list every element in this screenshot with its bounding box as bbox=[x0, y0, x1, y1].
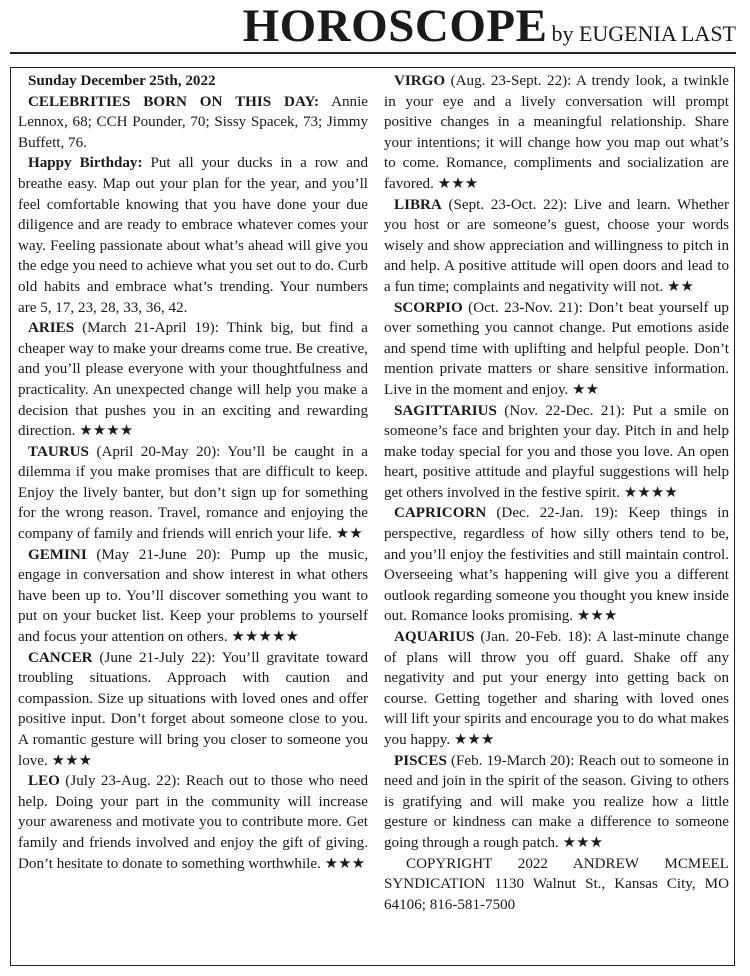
sign-name: CAPRICORN bbox=[394, 505, 487, 522]
page-title: HOROSCOPE bbox=[242, 0, 548, 52]
star-rating: ★★★ bbox=[324, 855, 366, 872]
sign-leo bbox=[18, 771, 368, 874]
sign-name: LEO bbox=[28, 773, 60, 790]
left-column bbox=[18, 71, 368, 874]
sign-text: You’ll be caught in a dilemma if you make promises that are difficult to keep. Enjoy the lively banter, but don’t sign up for something for the wrong reason. Travel, romance and enjoying the company of family and friends will enrich your life. bbox=[18, 443, 368, 543]
copyright-notice: COPYRIGHT 2022 ANDREW MCMEEL SYNDICATION 1130 Walnut St., Kansas City, MO 64106; 816-581-7500 bbox=[384, 855, 729, 913]
sign-dates: (Sept. 23-Oct. 22): bbox=[448, 196, 568, 213]
sign-pisces bbox=[384, 751, 729, 854]
star-rating: ★★★★ bbox=[623, 484, 678, 501]
star-rating: ★★ bbox=[666, 278, 695, 295]
celebrities-paragraph bbox=[18, 92, 368, 154]
sign-dates: (July 23-Aug. 22): bbox=[65, 773, 181, 790]
sign-dates: (Nov. 22-Dec. 21): bbox=[504, 402, 626, 419]
star-rating: ★★★ bbox=[562, 834, 604, 851]
sign-dates: (Jan. 20-Feb. 18): bbox=[480, 629, 592, 646]
horoscope-box bbox=[10, 67, 735, 966]
masthead bbox=[10, 0, 736, 54]
sign-text: Pump up the music, engage in conversation and show interest in what others have been up to. You’ll discover something you want to put on your bucket list. Keep your problems to yourself and focus your attention on others. bbox=[18, 546, 368, 646]
sign-text: A trendy look, a twinkle in your eye and a lively conversation will prompt positive changes in a meaningful relationship. Share your intentions; it will change how you map out what’s to come. Romance, compliments and socialization are favored. bbox=[384, 73, 729, 192]
sign-name: CANCER bbox=[28, 649, 93, 666]
star-rating: ★★★★★ bbox=[231, 629, 300, 646]
sign-sagittarius bbox=[384, 401, 729, 504]
sign-name: SAGITTARIUS bbox=[394, 402, 497, 419]
star-rating: ★★ bbox=[335, 526, 363, 543]
sign-name: LIBRA bbox=[394, 196, 442, 213]
sign-text: Keep things in perspective, regardless of how silly others tend to be, and you’ll enjoy the festivities and still maintain control. Overseeing what’s happening will give you a different outlook regarding someone you thought you knew inside out. Romance looks promising. bbox=[384, 505, 729, 625]
birthday-text: Put all your ducks in a row and breathe easy. Map out your plan for the year, and you’ll feel comfortable knowing that you have done your due diligence and are ready to embrace whatever comes your way. Feeling passionate about what’s ahead will give you the edge you need to achieve what you set out to do. Curb old habits and embrace what’s trending. Your numbers are 5, 17, 23, 28, 33, 36, 42. bbox=[18, 155, 369, 316]
sign-aquarius bbox=[384, 627, 729, 751]
sign-cancer bbox=[18, 648, 368, 772]
sign-dates: (Aug. 23-Sept. 22): bbox=[450, 73, 572, 89]
sign-virgo bbox=[384, 71, 729, 195]
sign-aries bbox=[18, 318, 368, 442]
sign-name: TAURUS bbox=[28, 443, 89, 460]
sign-scorpio bbox=[384, 298, 729, 401]
star-rating: ★★ bbox=[572, 381, 600, 398]
sign-name: SCORPIO bbox=[394, 299, 463, 316]
star-rating: ★★★ bbox=[51, 752, 93, 769]
birthday-paragraph bbox=[18, 153, 368, 318]
sign-text: Reach out to someone in need and join in the spirit of the season. Giving to others is gratifying and will make you realize how a little gesture or kindness can make a difference to someone going through a rough patch. bbox=[384, 752, 729, 851]
sign-name: VIRGO bbox=[394, 73, 446, 89]
sign-taurus bbox=[18, 442, 368, 545]
date-line: Sunday December 25th, 2022 bbox=[28, 73, 216, 89]
sign-dates: (Dec. 22-Jan. 19): bbox=[496, 505, 619, 522]
right-column bbox=[384, 71, 729, 915]
sign-text: You’ll gravitate toward troubling situations. Approach with caution and compassion. Size up situations with loved ones and offer positive input. Don’t forget about someone close to you. A romantic gesture will bring you closer to someone you love. bbox=[18, 649, 368, 769]
sign-dates: (March 21-April 19): bbox=[82, 320, 219, 337]
sign-dates: (Feb. 19-March 20): bbox=[450, 752, 575, 769]
birthday-label: Happy Birthday: bbox=[28, 155, 143, 172]
star-rating: ★★★ bbox=[453, 732, 495, 748]
sign-dates: (Oct. 23-Nov. 21): bbox=[468, 299, 583, 316]
star-rating: ★★★ bbox=[437, 175, 479, 192]
sign-dates: (June 21-July 22): bbox=[99, 649, 216, 666]
star-rating: ★★★★ bbox=[79, 423, 134, 440]
sign-text: Think big, but find a cheaper way to make your dreams come true. Be creative, and you’ll please everyone with your thoughtfulness and practicality. An unexpected change will help you make a decision that pushes you in an exciting and rewarding direction. bbox=[18, 320, 368, 440]
sign-libra bbox=[384, 195, 729, 298]
sign-text: Don’t beat yourself up over something you cannot change. Put emotions aside and spend time with uplifting and helpful people. Don’t mention private matters or share sensitive information. Live in the moment and enjoy. bbox=[384, 299, 729, 398]
sign-dates: (April 20-May 20): bbox=[96, 443, 221, 460]
star-rating: ★★★ bbox=[576, 608, 618, 625]
sign-name: AQUARIUS bbox=[394, 629, 475, 646]
sign-text: Put a smile on someone’s face and brighten your day. Pitch in and help make today special for you and those you love. An open heart, positive attitude and playful suggestions will help get others involved in the festive spirit. bbox=[384, 402, 730, 501]
sign-name: GEMINI bbox=[28, 546, 87, 563]
celebrities-label: CELEBRITIES BORN ON THIS DAY: bbox=[28, 93, 320, 110]
sign-dates: (May 21-June 20): bbox=[96, 546, 221, 563]
sign-text: Live and learn. Whether you host or are someone’s guest, choose your words wisely and show appreciation and willingness to pitch in and help. A positive attitude will open doors and lead to a fun time; complaints and negativity will not. bbox=[384, 196, 729, 295]
celebrities-text: Annie Lennox, 68; CCH Pounder, 70; Sissy Spacek, 73; Jimmy Buffett, 76. bbox=[18, 93, 368, 151]
sign-gemini bbox=[18, 545, 368, 648]
sign-capricorn bbox=[384, 503, 729, 627]
sign-text: Reach out to those who need help. Doing your part in the community will increase your awareness and motivate you to contribute more. Get family and friends involved and enjoy the gift of giving. Don’t hesitate to donate to something worthwhile. bbox=[18, 773, 368, 872]
sign-name: PISCES bbox=[394, 752, 447, 769]
sign-text: A last-minute change of plans will throw you off guard. Shake off any negativity and put your energy into getting back on course. Getting together and sharing with loved ones will lift your spirits and encourage you to do what makes you happy. bbox=[384, 629, 729, 748]
sign-name: ARIES bbox=[28, 320, 75, 337]
byline: by EUGENIA LAST bbox=[551, 21, 736, 46]
